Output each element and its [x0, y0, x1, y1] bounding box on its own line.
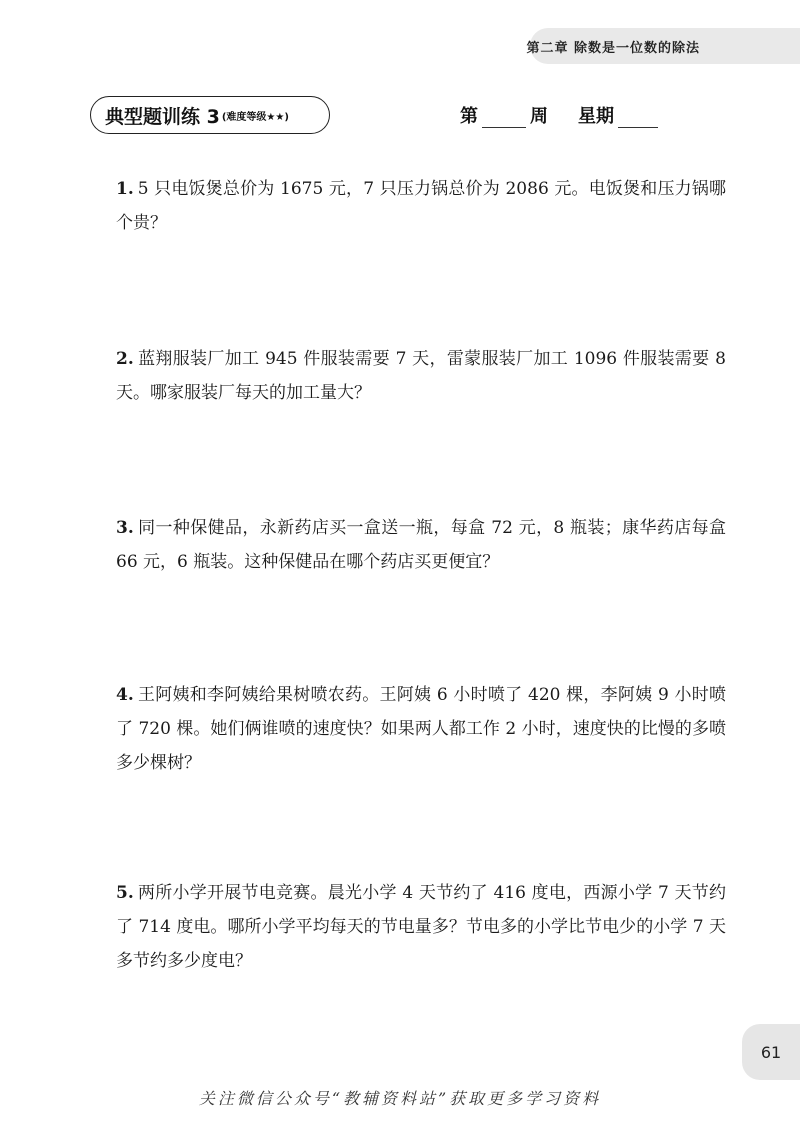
section-badge — [90, 96, 330, 134]
problem-number: 5. — [116, 883, 134, 903]
problem-number: 2. — [116, 349, 134, 369]
problem-text: 同一种保健品，永新药店买一盒送一瓶，每盒 72 元，8 瓶装；康华药店每盒 66 元，6 瓶装。这种保健品在哪个药店买更便宜？ — [116, 518, 726, 572]
problem-3 — [116, 511, 726, 579]
problem-text: 两所小学开展节电竞赛。晨光小学 4 天节约了 416 度电，西源小学 7 天节约了 714 度电。哪所小学平均每天的节电量多？节电多的小学比节电少的小学 7 天多节约多少度电？ — [116, 883, 726, 971]
problem-text: 蓝翔服装厂加工 945 件服装需要 7 天，雷蒙服装厂加工 1096 件服装需要 8 天。哪家服装厂每天的加工量大？ — [116, 349, 726, 403]
problem-text: 5 只电饭煲总价为 1675 元，7 只压力锅总价为 2086 元。电饭煲和压力锅哪个贵？ — [116, 179, 726, 233]
week-blank[interactable] — [482, 107, 526, 128]
week-label-di: 第 — [460, 106, 478, 127]
footer-note: 关注微信公众号“教辅资料站”获取更多学习资料 — [198, 1089, 602, 1108]
problem-1 — [116, 172, 726, 240]
chapter-header: 第二章 除数是一位数的除法 — [526, 41, 700, 56]
problem-text: 王阿姨和李阿姨给果树喷农药。王阿姨 6 小时喷了 420 棵，李阿姨 9 小时喷了 720 棵。她们俩谁喷的速度快？如果两人都工作 2 小时，速度快的比慢的多喷多少棵树？ — [116, 685, 726, 773]
week-label-zhou: 周 — [530, 106, 548, 127]
page-number: 61 — [742, 1024, 800, 1080]
problem-number: 4. — [116, 685, 134, 705]
weekday-blank[interactable] — [618, 107, 658, 128]
weekday-label: 星期 — [578, 106, 614, 127]
week-fill-in — [460, 102, 658, 128]
section-title: 典型题训练 3 — [105, 105, 220, 128]
problem-number: 3. — [116, 518, 134, 538]
difficulty-label: (难度等级★★) — [221, 111, 289, 123]
problem-number: 1. — [116, 179, 134, 199]
problem-5 — [116, 876, 726, 978]
problem-2 — [116, 342, 726, 410]
problem-4 — [116, 678, 726, 780]
